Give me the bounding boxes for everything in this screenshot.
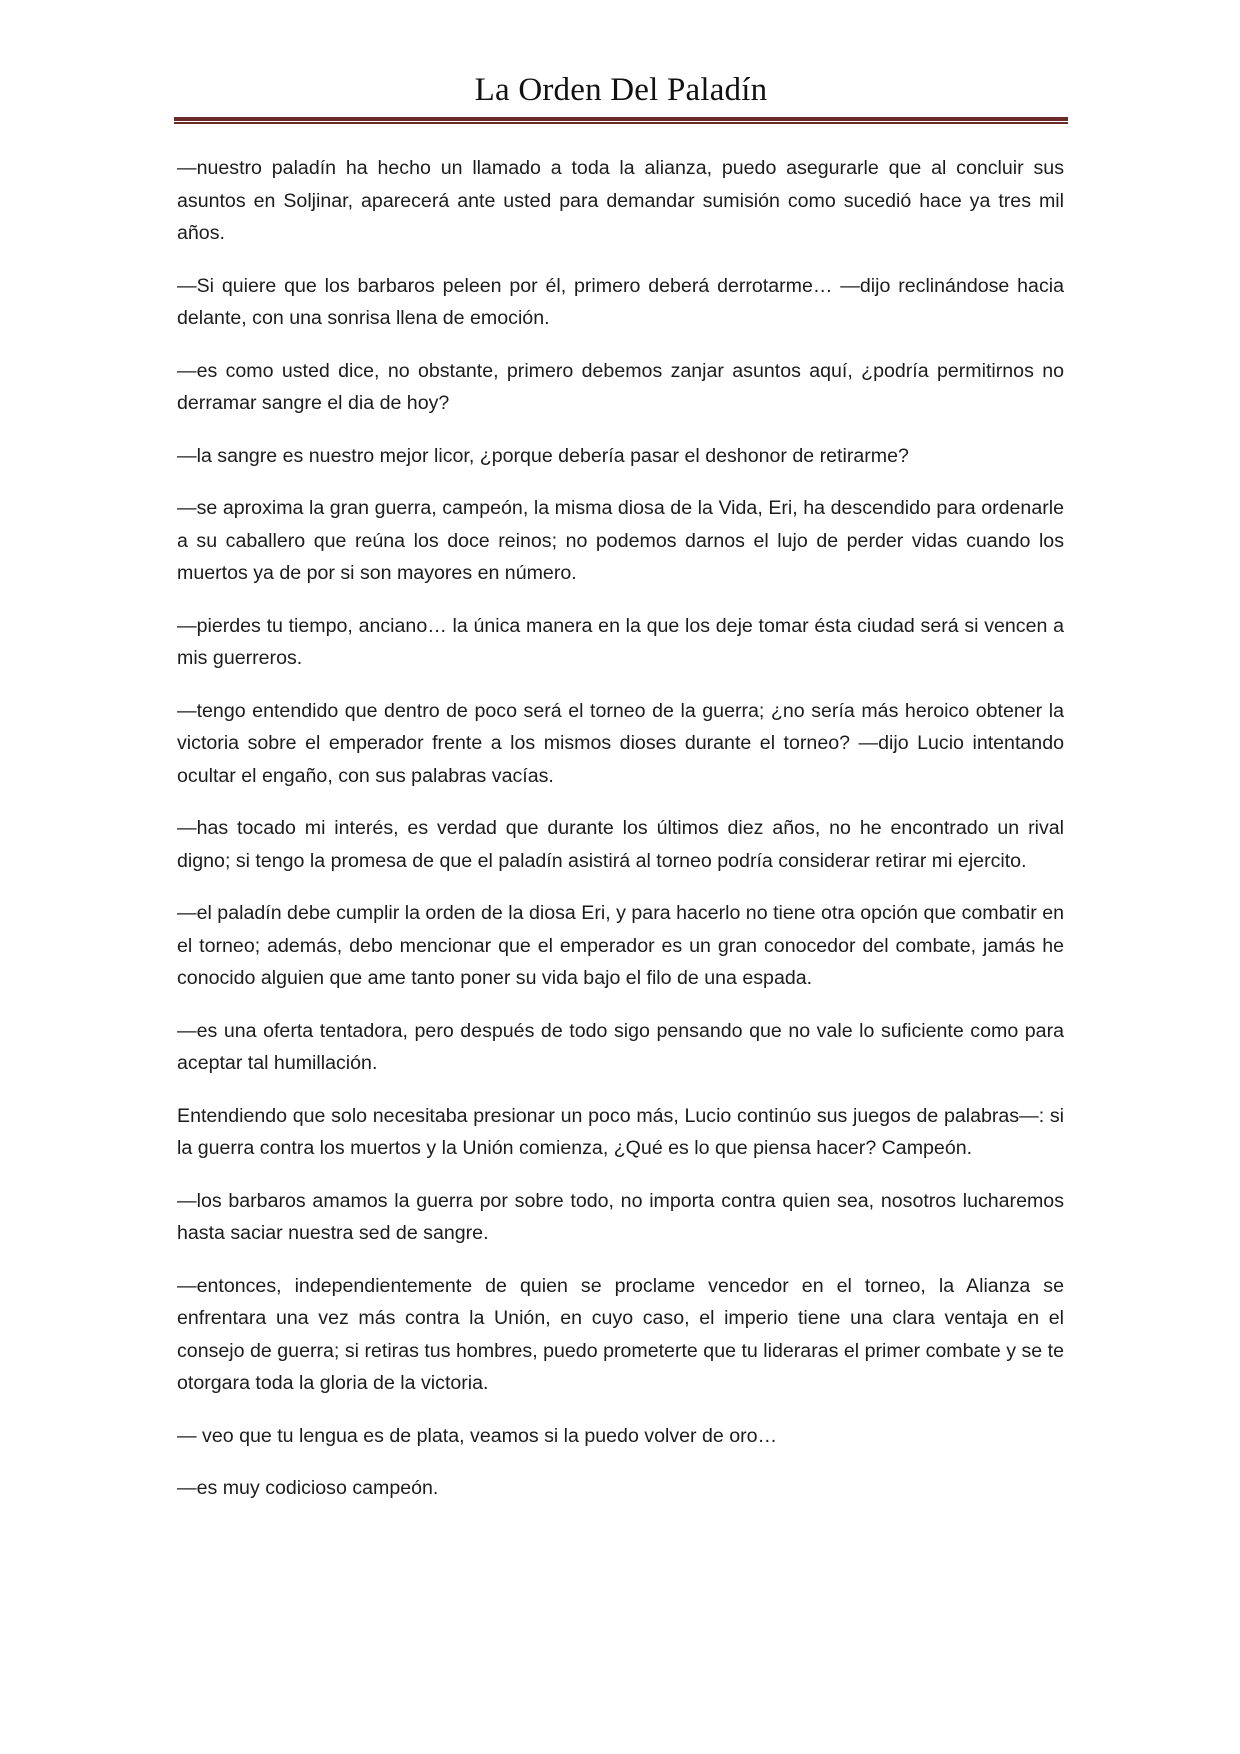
body-text [177,152,1064,1525]
paragraph: —es como usted dice, no obstante, primero debemos zanjar asuntos aquí, ¿podría permitirnos no derramar sangre el dia de hoy? [177,359,1064,414]
paragraph: —se aproxima la gran guerra, campeón, la misma diosa de la Vida, Eri, ha descendido para ordenarle a su caballero que reúna los doce reinos; no podemos darnos el lujo de perder vidas cuando los muertos ya de por si son mayores en número. [177,497,1064,584]
paragraph: —la sangre es nuestro mejor licor, ¿porque debería pasar el deshonor de retirarme? [177,444,909,467]
paragraph: Entendiendo que solo necesitaba presionar un poco más, Lucio continúo sus juegos de palabras—: si la guerra contra los muertos y la Unión comienza, ¿Qué es lo que piensa hacer? Campeón. [177,1104,1064,1159]
paragraph: —el paladín debe cumplir la orden de la diosa Eri, y para hacerlo no tiene otra opción que combatir en el torneo; además, debo mencionar que el emperador es un gran conocedor del combate, jamás he conocido alguien que ame tanto poner su vida bajo el filo de una espada. [177,902,1064,989]
paragraph: —has tocado mi interés, es verdad que durante los últimos diez años, no he encontrado un rival digno; si tengo la promesa de que el paladín asistirá al torneo podría considerar retirar mi ejercito. [177,817,1064,872]
paragraph: —entonces, independientemente de quien se proclame vencedor en el torneo, la Alianza se enfrentara una vez más contra la Unión, en cuyo caso, el imperio tiene una clara ventaja en el consejo de guerra; si retiras tus hombres, puedo prometerte que tu lideraras el primer combate y se te otorgara toda la gloria de la victoria. [177,1274,1064,1394]
paragraph: —los barbaros amamos la guerra por sobre todo, no importa contra quien sea, nosotros lucharemos hasta saciar nuestra sed de sangre. [177,1189,1064,1244]
header-divider [174,117,1068,124]
paragraph: —pierdes tu tiempo, anciano… la única manera en la que los deje tomar ésta ciudad será si vencen a mis guerreros. [177,614,1064,669]
header-divider-thin [174,122,1068,124]
paragraph: —es muy codicioso campeón. [177,1477,439,1499]
paragraph: — veo que tu lengua es de plata, veamos si la puedo volver de oro… [177,1424,778,1447]
page-header [174,70,1068,110]
header-divider-thick [174,117,1068,121]
paragraph: —tengo entendido que dentro de poco será el torneo de la guerra; ¿no sería más heroico obtener la victoria sobre el emperador frente a los mismos dioses durante el torneo? —dijo Lucio intentando ocultar el engaño, con sus palabras vacías. [177,699,1064,787]
paragraph: —es una oferta tentadora, pero después de todo sigo pensando que no vale lo suficiente como para aceptar tal humillación. [177,1019,1064,1074]
paragraph: —Si quiere que los barbaros peleen por él, primero deberá derrotarme… —dijo reclinándose hacia delante, con una sonrisa llena de emoción. [177,274,1064,329]
page-title: La Orden Del Paladín [474,72,768,108]
paragraph: —nuestro paladín ha hecho un llamado a toda la alianza, puedo asegurarle que al concluir sus asuntos en Soljinar, aparecerá ante usted para demandar sumisión como sucedió hace ya tres mil años. [177,157,1064,244]
